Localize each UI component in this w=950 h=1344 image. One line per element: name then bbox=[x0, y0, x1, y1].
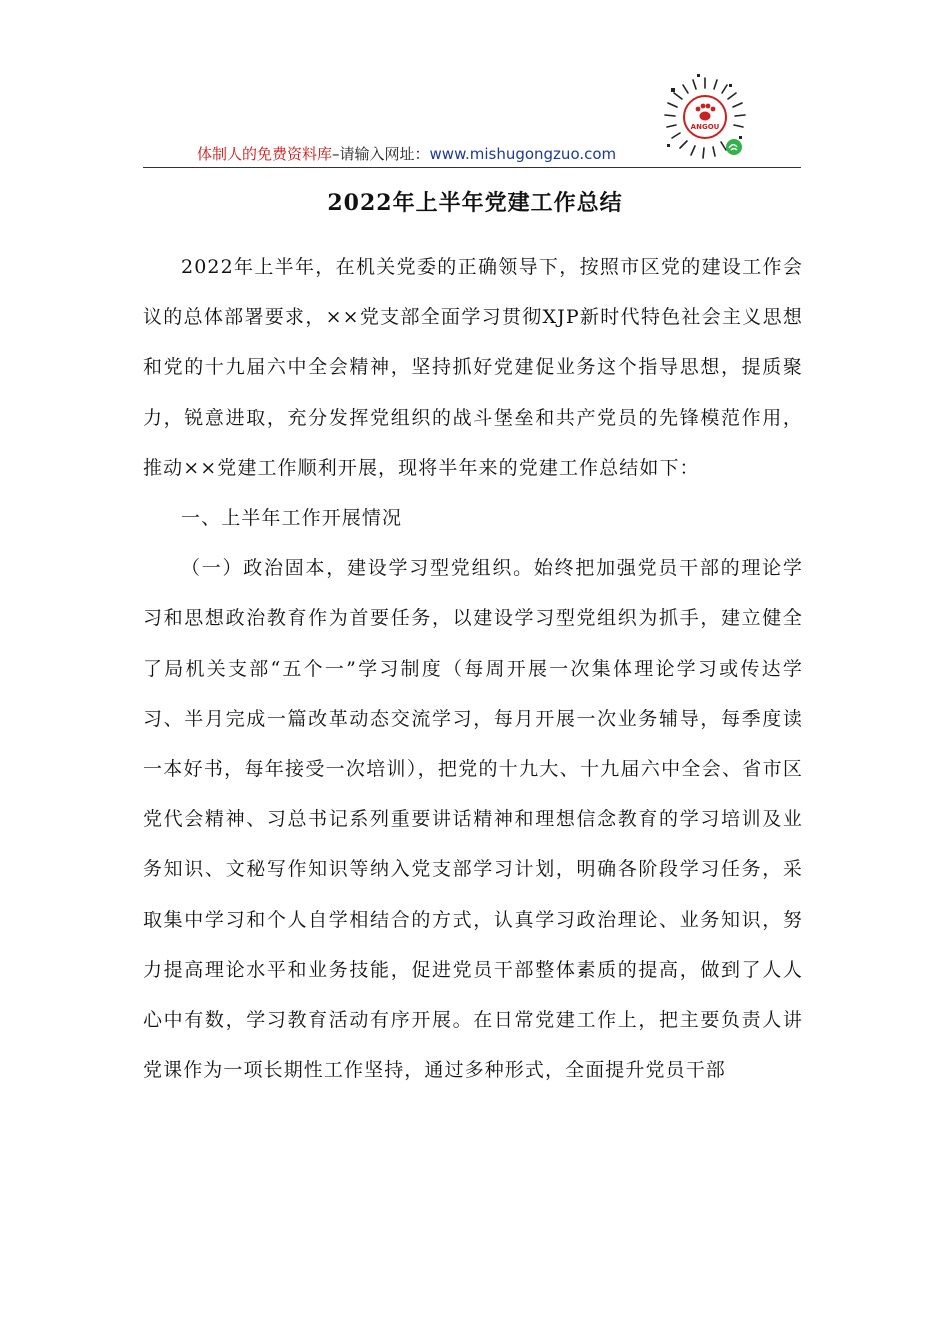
qr-code-icon[interactable] bbox=[657, 70, 753, 166]
body-paragraph: （一）政治固本，建设学习型党组织。始终把加强党员干部的理论学习和思想政治教育作为首要任务，以建设学习型党组织为抓手，建立健全了局机关支部“五个一”学习制度（每周开展一次集体理论学习或传达学习、半月完成一篇改革动态交流学习，每月开展一次业务辅导，每季度读一本好书，每年接受一次培训），把党的十九大、十九届六中全会、省市区党代会精神、习总书记系列重要讲话精神和理想信念教育的学习培训及业务知识、文秘写作知识等纳入党支部学习计划，明确各阶段学习任务，采取集中学习和个人自学相结合的方式，认真学习政治理论、业务知识，努力提高理论水平和业务技能，促进党员干部整体素质的提高，做到了人人心中有数，学习教育活动有序开展。在日常党建工作上，把主要负责人讲党课作为一项长期性工作坚持，通过多种形式，全面提升党员干部 bbox=[143, 557, 803, 1082]
intro-paragraph: 2022年上半年，在机关党委的正确领导下，按照市区党的建设工作会议的总体部署要求，××党支部全面学习贯彻XJP新时代特色社会主义思想和党的十九届六中全会精神，坚持抓好党建促业务这个指导思想，提质聚力，锐意进取，充分发挥党组织的战斗堡垒和共产党员的先锋模范作用，推动××党建工作顺利开展，现将半年来的党建工作总结如下： bbox=[143, 256, 803, 479]
site-brand: 体制人的免费资料库 bbox=[197, 145, 333, 163]
qr-label: ANGOU bbox=[690, 123, 720, 131]
document-title: 2022年上半年党建工作总结 bbox=[327, 190, 623, 216]
header-divider bbox=[143, 167, 801, 168]
url-hint: –请输入网址： bbox=[332, 145, 430, 163]
section-heading: 一、上半年工作开展情况 bbox=[181, 507, 403, 530]
site-url-link[interactable]: www.mishugongzuo.com bbox=[429, 145, 617, 163]
site-banner bbox=[197, 143, 616, 164]
document-body bbox=[143, 242, 803, 1095]
